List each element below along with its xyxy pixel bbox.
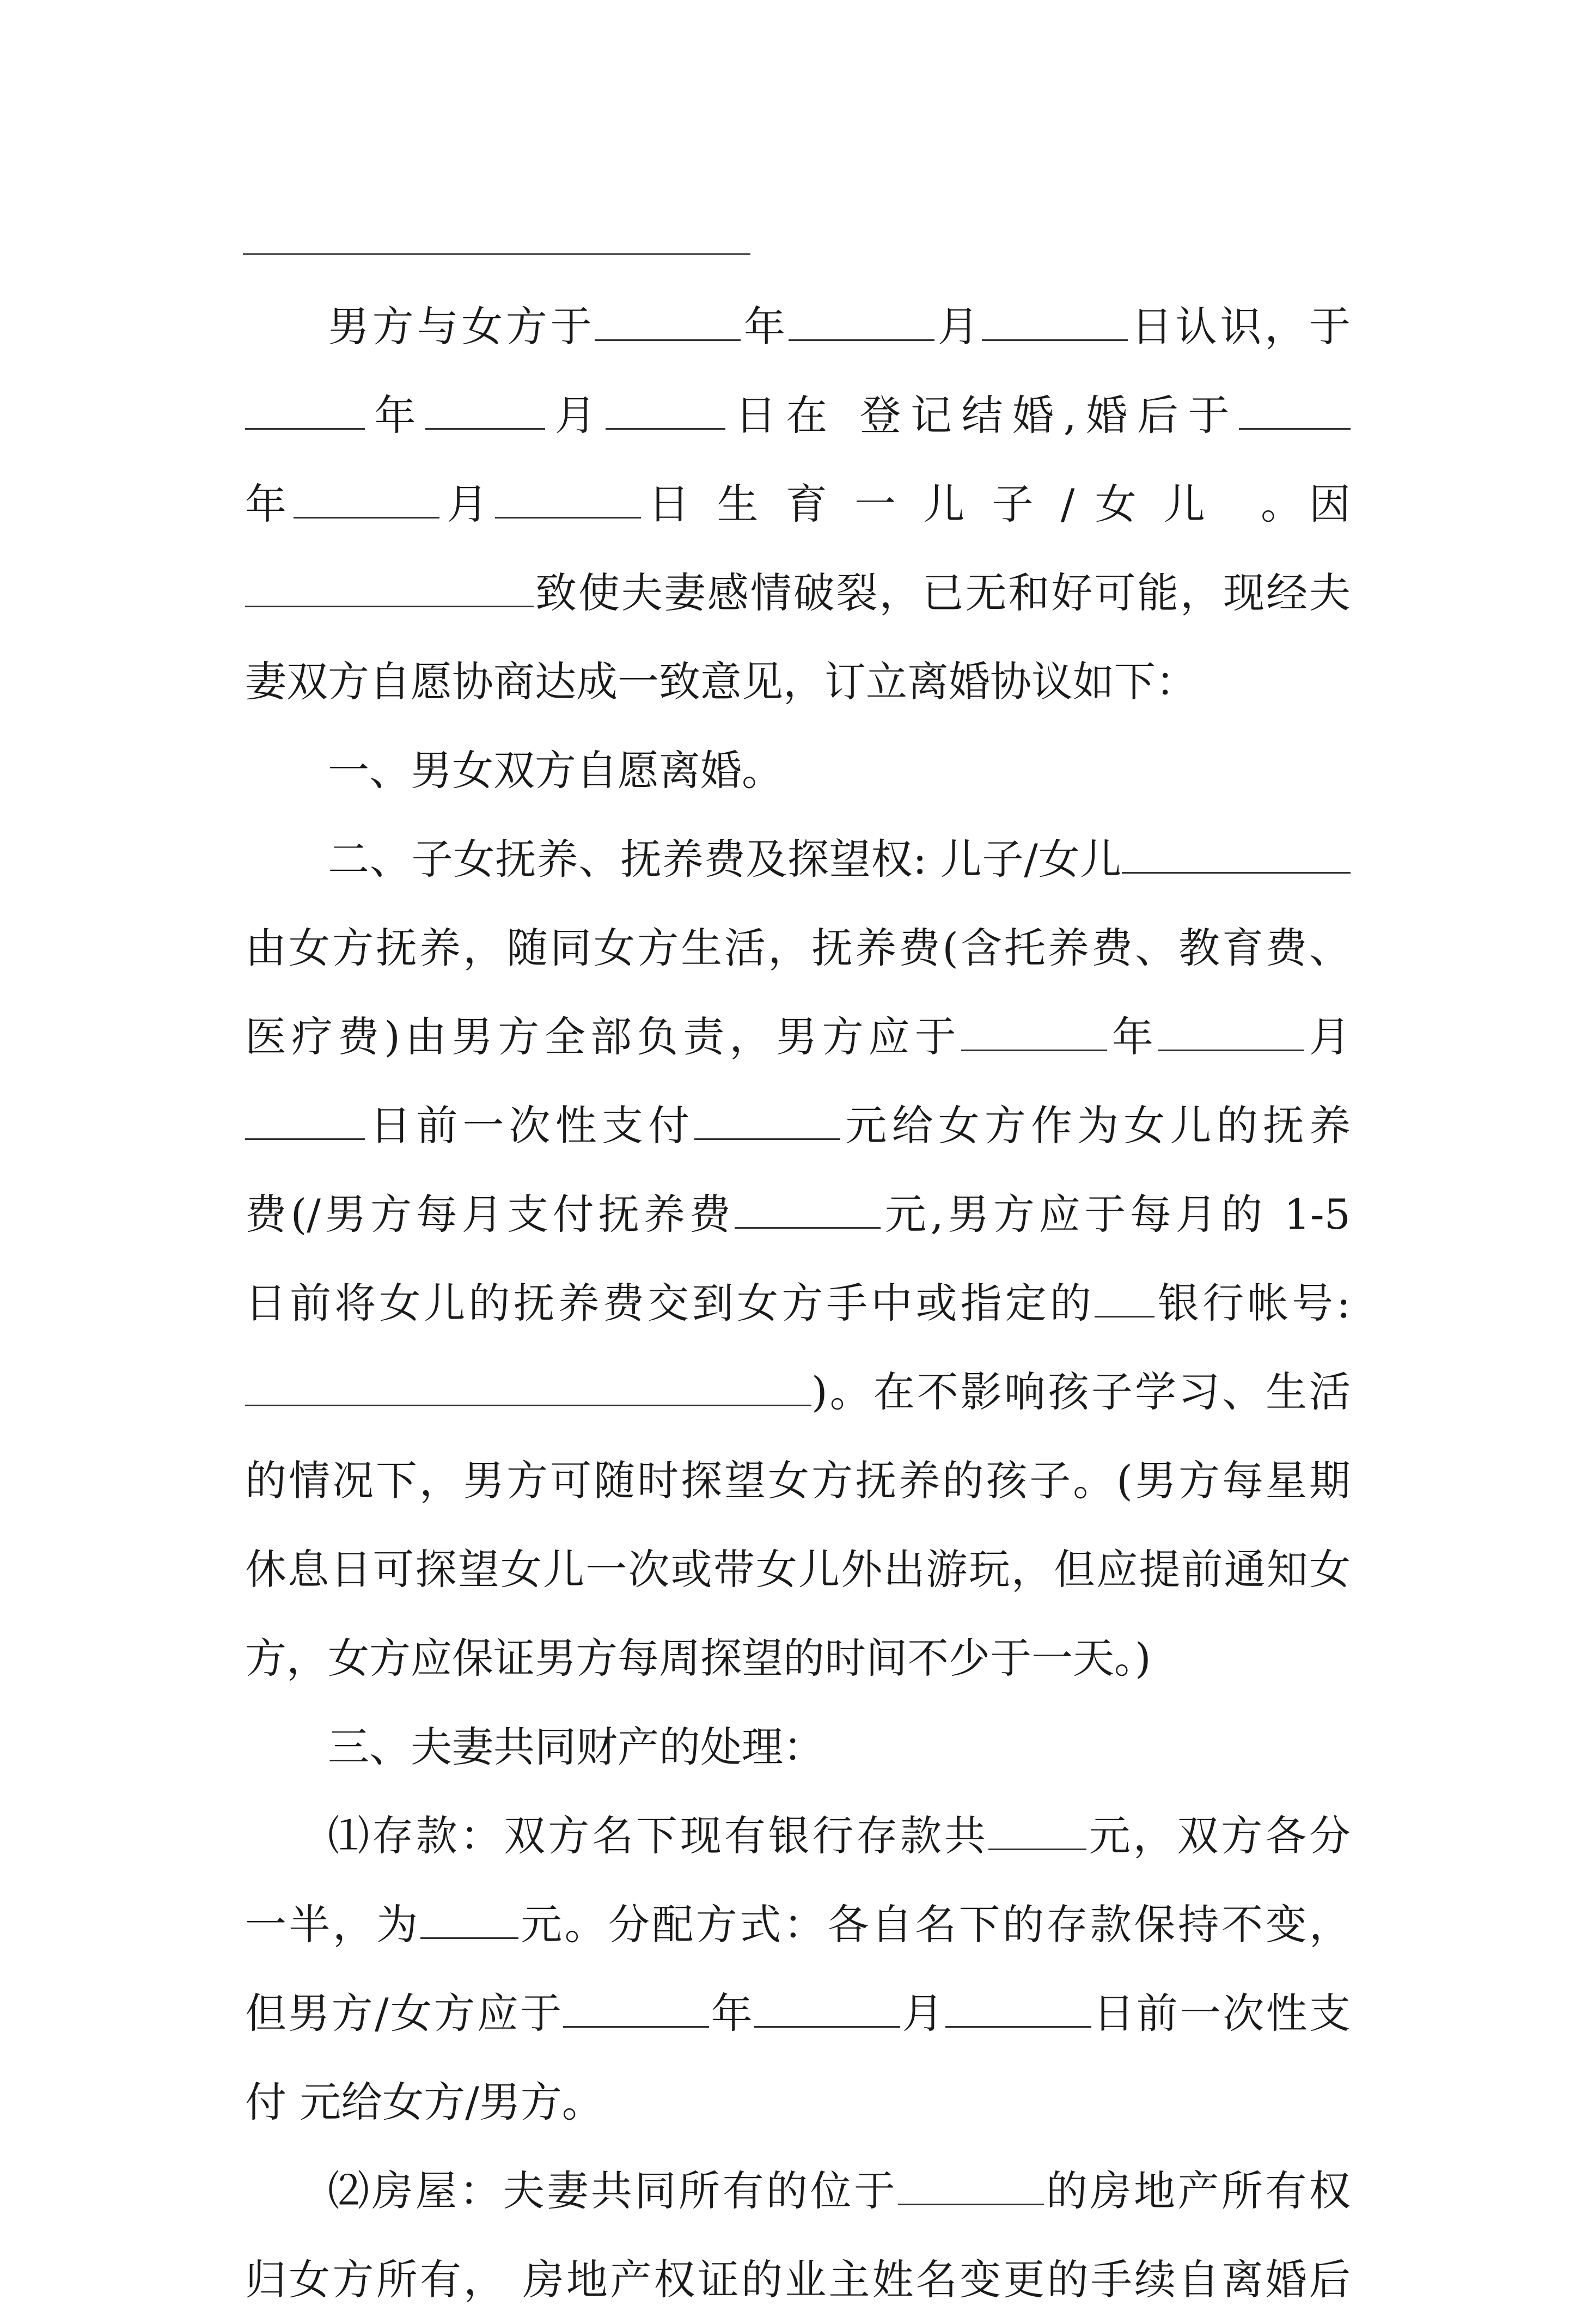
item3-house-line1 xyxy=(245,2146,1351,2235)
item3-deposit-line4: 付 元给女方/男方。 xyxy=(245,2078,603,2126)
blank-field xyxy=(245,390,365,430)
text-run: 一半，为 xyxy=(245,1900,420,1949)
blank-field xyxy=(1095,1278,1154,1317)
text-run: 元给女方作为女儿的抚养 xyxy=(840,1101,1351,1150)
text-run: 月 xyxy=(900,1989,945,2038)
blank-field xyxy=(595,301,741,341)
text-run: ⑴存款：双方名下现有银行存款共 xyxy=(328,1811,988,1860)
blank-field xyxy=(1239,390,1351,430)
text-run: 日 生 育 一 儿 子 / 女 儿 。因 xyxy=(641,480,1351,528)
blank-field xyxy=(754,1988,900,2028)
text-run: )。在不影响孩子学习、生活 xyxy=(811,1368,1351,1416)
item2-line8: 的情况下，男方可随时探望女方抚养的孩子。(男方每星期 xyxy=(245,1456,1351,1505)
blank-field xyxy=(1158,1011,1304,1051)
item2-line1 xyxy=(245,815,1351,904)
text-run: 月 xyxy=(934,302,982,351)
item2-line2: 由女方抚养，随同女方生活，抚养费(含托养费、教育费、 xyxy=(245,924,1351,972)
text-run: 月 xyxy=(1304,1012,1351,1061)
blank-field xyxy=(420,1899,518,1939)
header-rule xyxy=(243,253,750,255)
item2-line3 xyxy=(245,992,1351,1081)
item2-line9: 休息日可探望女儿一次或带女儿外出游玩，但应提前通知女 xyxy=(245,1545,1351,1594)
blank-field xyxy=(961,1011,1107,1051)
text-run: 日前一次性支付 xyxy=(365,1101,695,1150)
blank-field xyxy=(694,1100,840,1140)
text-run: 银行帐号: xyxy=(1154,1279,1351,1327)
blank-field xyxy=(563,1988,709,2028)
para1-line4 xyxy=(245,548,1351,637)
text-run: 日前一次性支 xyxy=(1091,1989,1351,2038)
text-run: ⑵房屋：夫妻共同所有的位于 xyxy=(328,2167,898,2215)
blank-field xyxy=(245,1367,811,1406)
blank-field xyxy=(982,301,1128,341)
para1-line5: 妻双方自愿协商达成一致意见，订立离婚协议如下： xyxy=(245,657,1197,706)
blank-field xyxy=(898,2166,1044,2205)
para1-line1 xyxy=(245,282,1351,371)
text-run: 年 xyxy=(741,302,789,351)
text-run: 日在 登记结婚,婚后于 xyxy=(725,391,1239,440)
para1-line2 xyxy=(245,371,1351,460)
blank-field xyxy=(294,479,439,519)
blank-field xyxy=(495,479,641,519)
item3-deposit-line3 xyxy=(245,1969,1351,2058)
item3-deposit-line1 xyxy=(245,1791,1351,1880)
agreement-body xyxy=(245,282,1351,2324)
item3-title: 三、夫妻共同财产的处理： xyxy=(328,1723,824,1771)
text-run: 费(/男方每月支付抚养费 xyxy=(245,1190,735,1239)
text-run: 男方与女方于 xyxy=(328,302,595,351)
blank-field xyxy=(988,1810,1086,1850)
text-run: 致使夫妻感情破裂，已无和好可能，现经夫 xyxy=(534,569,1351,617)
blank-field xyxy=(945,1988,1091,2028)
text-run: 但男方/女方应于 xyxy=(245,1989,564,2038)
text-run: 年 xyxy=(709,1989,755,2038)
item2-line7 xyxy=(245,1347,1351,1436)
text-run: 日前将女儿的抚养费交到女方手中或指定的 xyxy=(245,1279,1095,1327)
blank-field xyxy=(245,1100,365,1140)
item2-line6 xyxy=(245,1259,1351,1347)
blank-field xyxy=(606,390,725,430)
text-run: 二、子女抚养、抚养费及探望权: 儿子/女儿 xyxy=(328,835,1122,883)
text-run: 年 xyxy=(1107,1012,1158,1061)
text-run: 元。分配方式：各自名下的存款保持不变， xyxy=(518,1900,1351,1949)
text-run: 年 xyxy=(365,391,426,440)
text-run: 医疗费)由男方全部负责，男方应于 xyxy=(245,1012,961,1061)
blank-field xyxy=(425,390,545,430)
blank-field xyxy=(735,1189,881,1229)
item3-deposit-line2 xyxy=(245,1880,1351,1969)
para1-line3 xyxy=(245,460,1351,548)
blank-field xyxy=(789,301,934,341)
item2-line10: 方，女方应保证男方每周探望的时间不少于一天。) xyxy=(245,1634,1151,1682)
blank-field xyxy=(1122,834,1351,874)
text-run: 月 xyxy=(545,391,606,440)
text-run: 元,男方应于每月的 1-5 xyxy=(881,1190,1351,1239)
item2-line5 xyxy=(245,1170,1351,1259)
item3-house-line2: 归女方所有， 房地产权证的业主姓名变更的手续自离婚后 xyxy=(245,2255,1351,2304)
blank-field xyxy=(245,568,534,607)
text-run: 的房地产所有权 xyxy=(1043,2167,1351,2215)
text-run: 元，双方各分 xyxy=(1086,1811,1351,1860)
text-run: 月 xyxy=(439,480,496,528)
item2-line4 xyxy=(245,1081,1351,1170)
item1-line: 一、男女双方自愿离婚。 xyxy=(328,746,783,795)
text-run: 年 xyxy=(245,480,294,528)
text-run: 日认识，于 xyxy=(1128,302,1351,351)
